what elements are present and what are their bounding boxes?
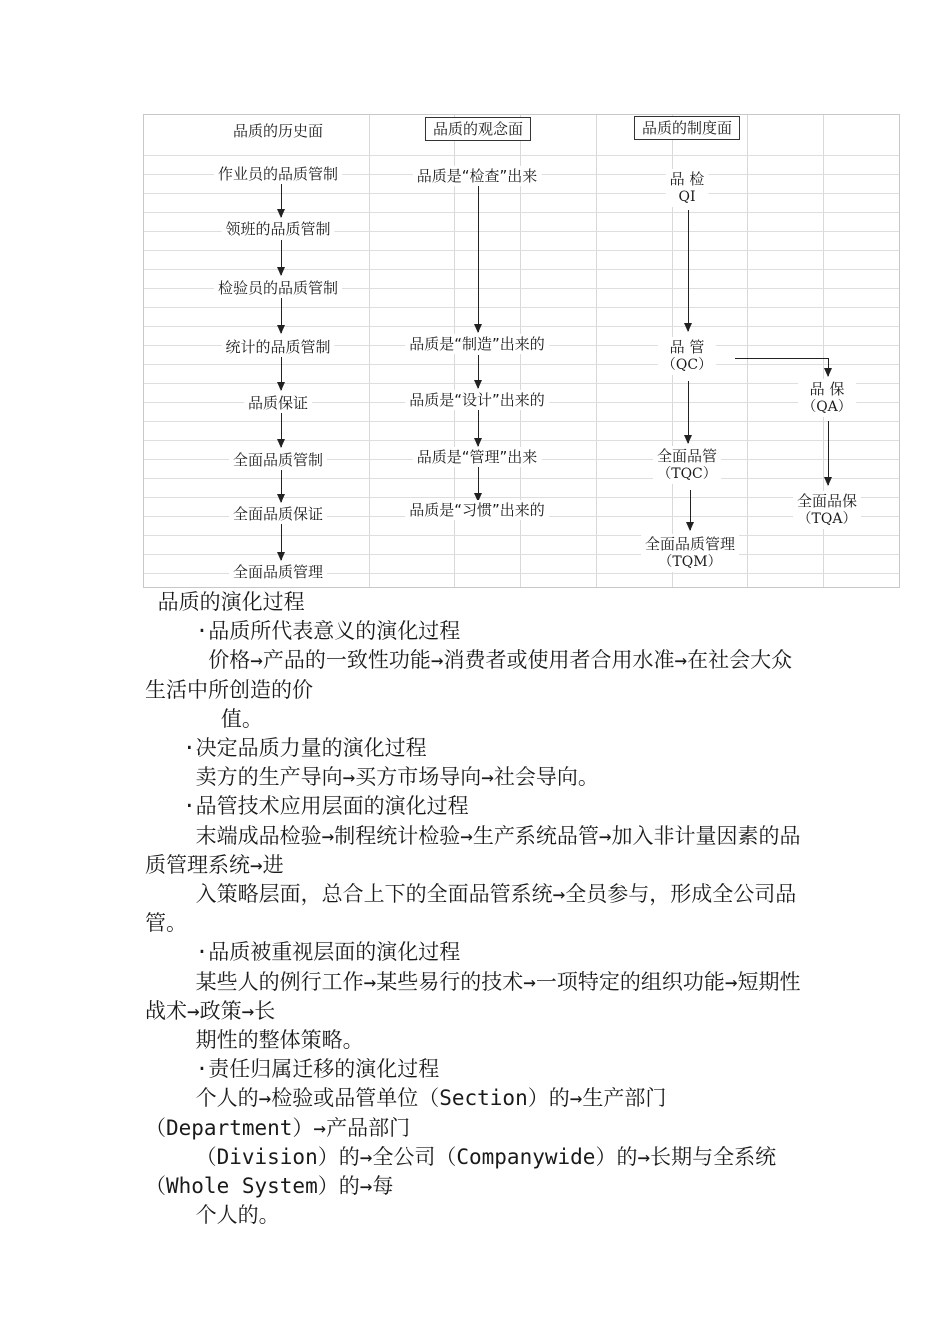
- grid-line: [144, 193, 899, 194]
- grid-line: [144, 250, 899, 251]
- flow-arrow: [478, 410, 479, 446]
- concept-header: 品质的观念面: [425, 117, 531, 141]
- paragraph-line: 某些人的例行工作→某些易行的技术→一项特定的组织功能→短期性战术→政策→长: [145, 969, 801, 1023]
- flow-arrow: [281, 184, 282, 217]
- system-tqa-en: （TQA）: [797, 511, 857, 527]
- concept-stage-3: 品质是“设计”出来的: [405, 390, 549, 410]
- history-stage-3: 检验员的品质管制: [214, 278, 342, 298]
- grid-line: [144, 383, 899, 384]
- grid-line: [144, 478, 899, 479]
- history-stage-6: 全面品质管制: [229, 450, 327, 470]
- grid-line: [144, 155, 899, 156]
- flow-arrow: [478, 355, 479, 388]
- system-qc-zh: 品 管: [669, 338, 705, 356]
- system-tqm-en: （TQM）: [658, 554, 722, 570]
- system-qi-en: QI: [678, 189, 696, 205]
- system-tqa-zh: 全面品保: [796, 492, 858, 510]
- system-qa-zh: 品 保: [809, 380, 845, 398]
- bullet-heading: ·品管技术应用层面的演化过程: [145, 794, 469, 819]
- flow-arrow: [478, 186, 479, 332]
- paragraph-line: （Division）的→全公司（Companywide）的→长期与全系统（Whole System）的→每: [145, 1144, 777, 1199]
- system-header: 品质的制度面: [634, 116, 740, 140]
- paragraph-line: 价格→产品的一致性功能→消费者或使用者合用水准→在社会大众生活中所创造的价: [145, 648, 793, 702]
- flow-arrow: [478, 467, 479, 501]
- flow-arrow: [688, 381, 689, 443]
- grid-line: [144, 307, 899, 308]
- flow-arrow: [828, 358, 829, 376]
- grid-line: [144, 554, 899, 555]
- flow-arrow: [690, 490, 691, 530]
- system-qi: [666, 169, 709, 207]
- history-stage-1: 作业员的品质管制: [214, 164, 342, 184]
- quality-evolution-diagram: [143, 114, 900, 588]
- flow-arrow: [688, 210, 689, 331]
- paragraph-line: 个人的。: [145, 1203, 280, 1228]
- bullet-heading: ·品质被重视层面的演化过程: [145, 940, 461, 965]
- history-header: 品质的历史面: [229, 121, 327, 141]
- system-tqc-en: （TQC）: [657, 466, 717, 482]
- concept-stage-1: 品质是“检查”出来: [413, 166, 542, 186]
- system-tqm: [641, 534, 739, 572]
- flow-arrow: [281, 523, 282, 560]
- history-stage-2: 领班的品质管制: [221, 219, 334, 239]
- concept-stage-5: 品质是“习惯”出来的: [405, 500, 549, 520]
- paragraph-line: 值。: [145, 706, 263, 731]
- grid-line: [144, 497, 899, 498]
- bullet-heading: ·品质所代表意义的演化过程: [145, 619, 461, 644]
- body-text: [145, 588, 810, 1230]
- paragraph-line: 期性的整体策略。: [145, 1028, 364, 1053]
- system-qa: [798, 379, 856, 417]
- system-qa-en: （QA）: [802, 399, 852, 415]
- system-tqm-zh: 全面品质管理: [644, 535, 736, 553]
- history-stage-4: 统计的品质管制: [221, 337, 334, 357]
- bullet-heading: ·责任归属迁移的演化过程: [145, 1057, 440, 1082]
- bullet-heading: ·决定品质力量的演化过程: [145, 736, 427, 761]
- concept-stage-2: 品质是“制造”出来的: [405, 334, 549, 354]
- grid-line: [144, 364, 899, 365]
- paragraph-line: 个人的→检验或品管单位（Section）的→生产部门（Department）→产品部门: [145, 1086, 667, 1140]
- system-tqc-zh: 全面品管: [656, 447, 718, 465]
- flow-connector: [735, 358, 828, 359]
- history-stage-7: 全面品质保证: [229, 504, 327, 524]
- system-qi-zh: 品 检: [669, 170, 705, 188]
- system-qc: [658, 337, 716, 375]
- system-qc-en: （QC）: [661, 357, 713, 373]
- section-title: 品质的演化过程: [145, 590, 305, 614]
- flow-arrow: [281, 298, 282, 333]
- history-stage-5: 品质保证: [244, 393, 312, 413]
- history-stage-8: 全面品质管理: [229, 562, 327, 582]
- flow-arrow: [281, 240, 282, 275]
- grid-line: [144, 440, 899, 441]
- grid-line: [144, 535, 899, 536]
- system-tqa: [793, 491, 861, 529]
- flow-arrow: [281, 357, 282, 390]
- paragraph-line: 末端成品检验→制程统计检验→生产系统品管→加入非计量因素的品质管理系统→进: [145, 823, 801, 877]
- grid-line: [144, 269, 899, 270]
- grid-line: [144, 421, 899, 422]
- flow-arrow: [281, 470, 282, 502]
- system-tqc: [653, 446, 721, 484]
- flow-arrow: [828, 421, 829, 485]
- grid-line: [144, 212, 899, 213]
- concept-stage-4: 品质是“管理”出来: [413, 447, 542, 467]
- flow-arrow: [281, 412, 282, 447]
- grid-line: [144, 326, 899, 327]
- paragraph-line: 入策略层面，总合上下的全面品管系统→全员参与，形成全公司品管。: [145, 882, 797, 936]
- paragraph-line: 卖方的生产导向→买方市场导向→社会导向。: [145, 765, 599, 790]
